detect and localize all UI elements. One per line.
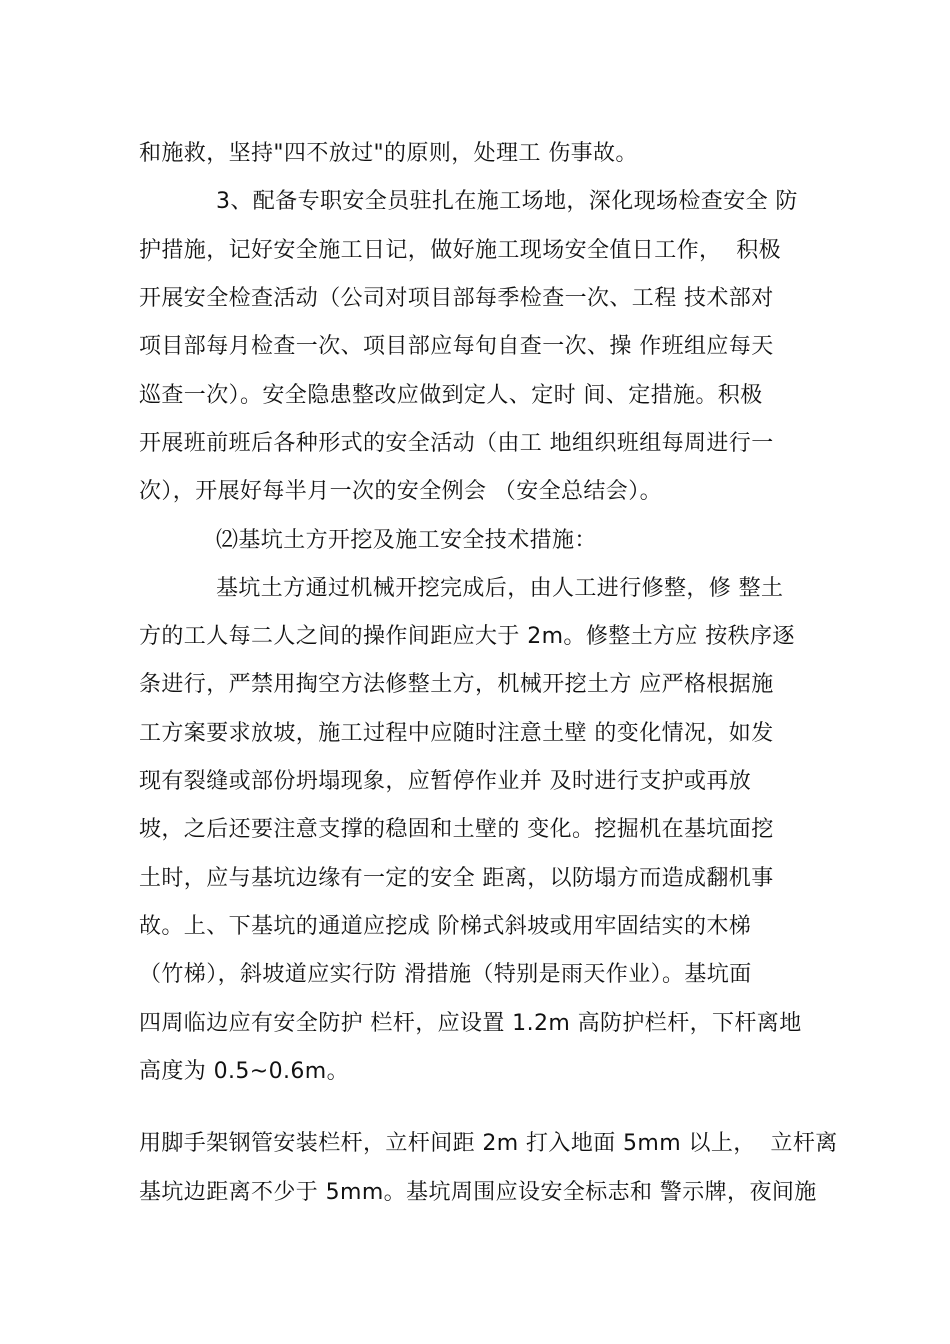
text-line-13: 工方案要求放坡，施工过程中应随时注意土壁 的变化情况，如发 — [139, 721, 774, 746]
text-line-6: 巡查一次）。安全隐患整改应做到定人、定时 间、定措施。积极 — [139, 383, 763, 408]
text-line-17: 故。上、下基坑的通道应挖成 阶梯式斜坡或用牢固结实的木梯 — [139, 914, 752, 939]
text-line-19: 四周临边应有安全防护 栏杆，应设置 1.2m 高防护栏杆，下杆离地 — [139, 1011, 802, 1036]
text-line-2: 3、配备专职安全员驻扎在施工场地，深化现场检查安全 防 — [216, 189, 798, 214]
text-line-7: 开展班前班后各种形式的安全活动（由工 地组织班组每周进行一 — [139, 431, 774, 456]
text-line-4: 开展安全检查活动（公司对项目部每季检查一次、工程 技术部对 — [139, 286, 774, 311]
text-line-15: 坡，之后还要注意支撑的稳固和土壁的 变化。挖掘机在基坑面挖 — [139, 817, 774, 842]
text-line-8: 次），开展好每半月一次的安全例会 （安全总结会）。 — [139, 479, 662, 504]
text-line-16: 土时，应与基坑边缘有一定的安全 距离，以防塌方而造成翻机事 — [139, 866, 774, 891]
text-line-21: 用脚手架钢管安装栏杆，立杆间距 2m 打入地面 5mm 以上， 立杆离 — [139, 1131, 838, 1156]
text-line-22: 基坑边距离不少于 5mm。基坑周围应设安全标志和 警示牌，夜间施 — [139, 1180, 817, 1205]
text-line-20: 高度为 0.5~0.6m。 — [139, 1059, 350, 1084]
text-line-1: 和施救，坚持"四不放过"的原则，处理工 伤事故。 — [139, 141, 638, 166]
text-line-12: 条进行，严禁用掏空方法修整土方，机械开挖土方 应严格根据施 — [139, 672, 774, 697]
text-line-3: 护措施，记好安全施工日记，做好施工现场安全值日工作， 积极 — [139, 238, 781, 263]
text-line-14: 现有裂缝或部份坍塌现象，应暂停作业并 及时进行支护或再放 — [139, 769, 752, 794]
text-line-10: 基坑土方通过机械开挖完成后，由人工进行修整，修 整土 — [216, 576, 784, 601]
text-line-9: ⑵基坑土方开挖及施工安全技术措施： — [216, 528, 597, 553]
text-line-5: 项目部每月检查一次、项目部应每旬自查一次、操 作班组应每天 — [139, 334, 774, 359]
text-line-11: 方的工人每二人之间的操作间距应大于 2m。修整土方应 按秩序逐 — [139, 624, 795, 649]
text-line-18: （竹梯），斜坡道应实行防 滑措施（特别是雨天作业）。基坑面 — [139, 962, 752, 987]
